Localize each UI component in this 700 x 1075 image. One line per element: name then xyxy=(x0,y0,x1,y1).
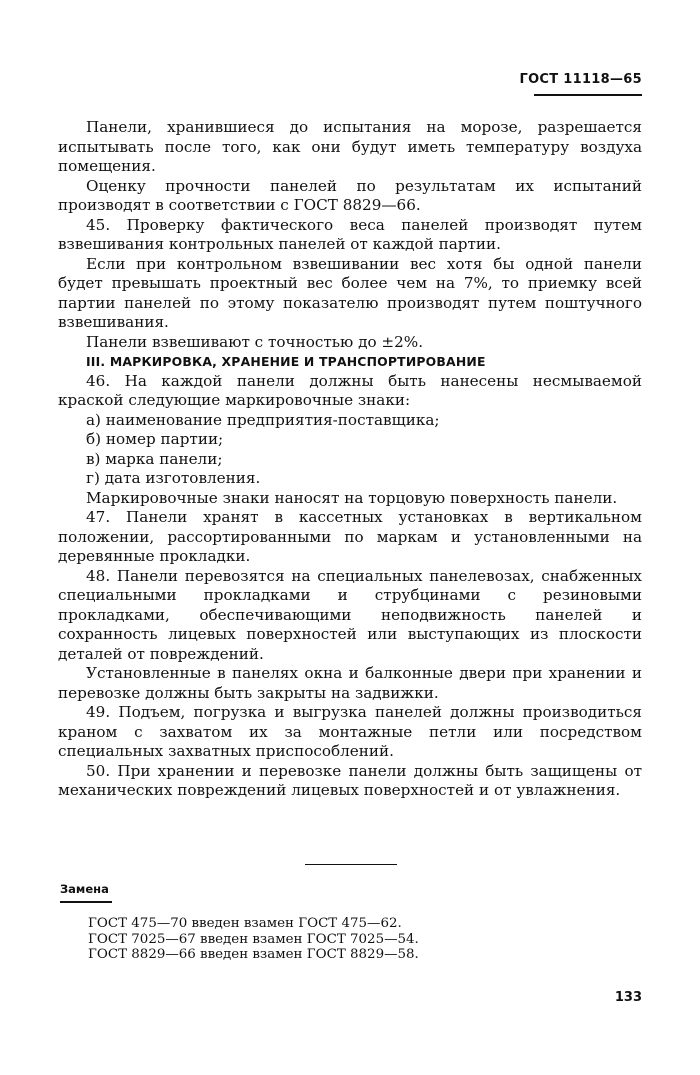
paragraph-49: 49. Подъем, погрузка и выгрузка панелей должны производиться краном с захватом их за монтажные петли или посредством специальных захватных приспособлений. xyxy=(58,703,642,760)
paragraph-47: 47. Панели хранят в кассетных установках в вертикальном положении, рассортированными по маркам и установленными на деревянные прокладки. xyxy=(58,508,642,565)
replacement-line: ГОСТ 7025—67 введен взамен ГОСТ 7025—54. xyxy=(88,931,419,947)
replacement-line: ГОСТ 475—70 введен взамен ГОСТ 475—62. xyxy=(88,916,402,931)
paragraph: Панели, хранившиеся до испытания на морозе, разрешается испытывать после того, как они будут иметь температуру воздуха помещения. xyxy=(58,118,642,175)
paragraph: Панели взвешивают с точностью до ±2%. xyxy=(86,332,424,351)
list-item: г) дата изготовления. xyxy=(86,469,261,487)
body-text xyxy=(58,118,642,801)
replacements-label-underline xyxy=(60,901,112,903)
list-item: в) марка панели; xyxy=(86,449,223,468)
list-item: б) номер партии; xyxy=(86,430,224,448)
replacements-list xyxy=(88,916,419,963)
section-heading: III. МАРКИРОВКА, ХРАНЕНИЕ И ТРАНСПОРТИРОВАНИЕ xyxy=(86,354,486,369)
paragraph-48: 48. Панели перевозятся на специальных панелевозах, снабженных специальными прокладками и струбцинами с резиновыми прокладками, обеспечивающими неподвижность панелей и сохранность лицевых поверхностей или выступающих из плоскости деталей от повреждений. xyxy=(58,566,642,663)
paragraph: Установленные в панелях окна и балконные двери при хранении и перевозке должны быть закрыты на задвижки. xyxy=(58,664,642,702)
paragraph: Оценку прочности панелей по результатам их испытаний производят в соответствии с ГОСТ 8829—66. xyxy=(58,176,642,214)
paragraph-50: 50. При хранении и перевозке панели должны быть защищены от механических повреждений лицевых поверхностей и от увлажнения. xyxy=(58,761,642,799)
header-underline xyxy=(534,94,642,96)
replacements-label: Замена xyxy=(60,882,109,896)
paragraph: Если при контрольном взвешивании вес хотя бы одной панели будет превышать проектный вес более чем на 7%, то приемку всей партии панелей по этому показателю производят путем поштучного взвешивания. xyxy=(58,254,642,331)
section-divider xyxy=(305,864,397,865)
paragraph-45: 45. Проверку фактического веса панелей производят путем взвешивания контрольных панелей от каждой партии. xyxy=(58,215,642,253)
paragraph: Маркировочные знаки наносят на торцовую поверхность панели. xyxy=(86,488,618,507)
standard-header: ГОСТ 11118—65 xyxy=(519,72,642,87)
list-item: а) наименование предприятия-поставщика; xyxy=(86,410,440,429)
paragraph-46: 46. На каждой панели должны быть нанесены несмываемой краской следующие маркировочные знаки: xyxy=(58,371,642,409)
page-number: 133 xyxy=(614,990,642,1005)
replacement-line: ГОСТ 8829—66 введен взамен ГОСТ 8829—58. xyxy=(88,947,419,962)
